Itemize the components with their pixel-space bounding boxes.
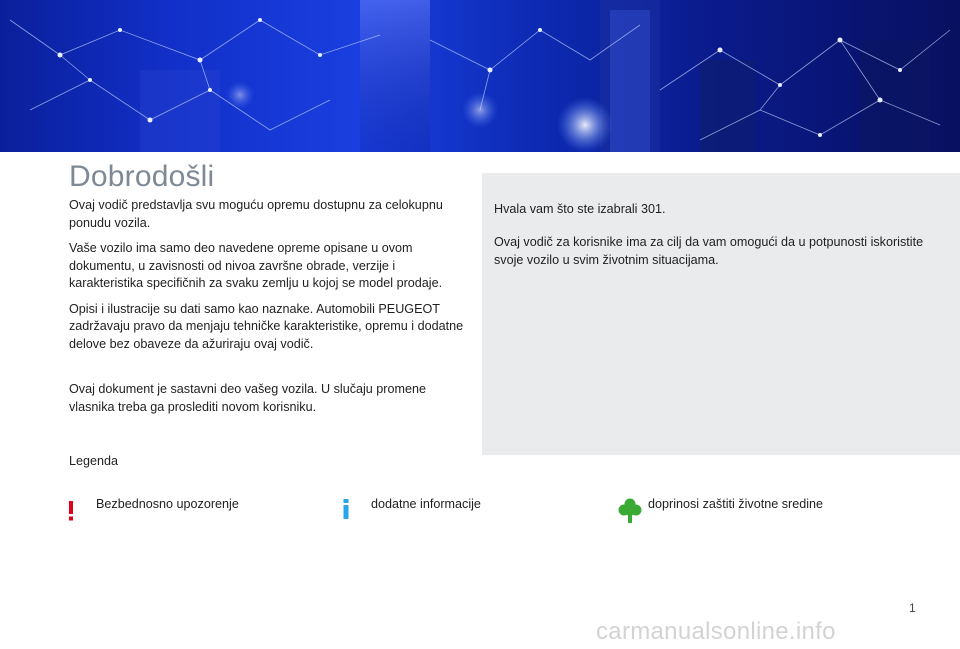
welcome-description: Ovaj vodič za korisnike ima za cilj da vam omogući da u potpunosti iskoristite svoje vozilo u svim životnim situacijama.: [494, 235, 924, 267]
legend-info-label: dodatne informacije: [371, 497, 481, 511]
welcome-box: [482, 173, 960, 455]
intro-text: [69, 197, 464, 424]
network-city-illustration: [0, 0, 960, 152]
info-icon: [340, 498, 352, 520]
page-title: Dobrodošli: [69, 160, 215, 193]
legend-warning-label: Bezbednosno upozorenje: [96, 497, 239, 511]
legend-environment-label: doprinosi zaštiti životne sredine: [648, 497, 824, 511]
intro-paragraph: Ovaj vodič predstavlja svu moguću opremu dostupnu za celokupnu ponudu vozila.: [69, 198, 443, 230]
header-banner-image: [0, 0, 960, 152]
tree-icon: [618, 498, 642, 524]
page-number: 1: [909, 601, 916, 615]
intro-paragraph: Opisi i ilustracije su dati samo kao naznake. Automobili PEUGEOT zadržavaju pravo da menjaju tehničke karakteristike, opremu i dodatne delove bez obaveze da ažuriraju ovaj vodič.: [69, 301, 464, 351]
intro-paragraph: Vaše vozilo ima samo deo navedene opreme opisane u ovom dokumentu, u zavisnosti od nivoa završne obrade, verzije i karakteristika specifičnih za svaku zemlju u kojoj se model prodaje.: [69, 241, 443, 290]
legend-title: Legenda: [69, 454, 119, 468]
intro-paragraph: Ovaj dokument je sastavni deo vašeg vozila. U slučaju promene vlasnika treba ga proslediti novom korisniku.: [69, 382, 427, 414]
watermark-text: carmanualsonline.info: [596, 618, 836, 645]
warning-icon: [66, 500, 76, 522]
welcome-line: Hvala vam što ste izabrali 301.: [494, 202, 666, 216]
